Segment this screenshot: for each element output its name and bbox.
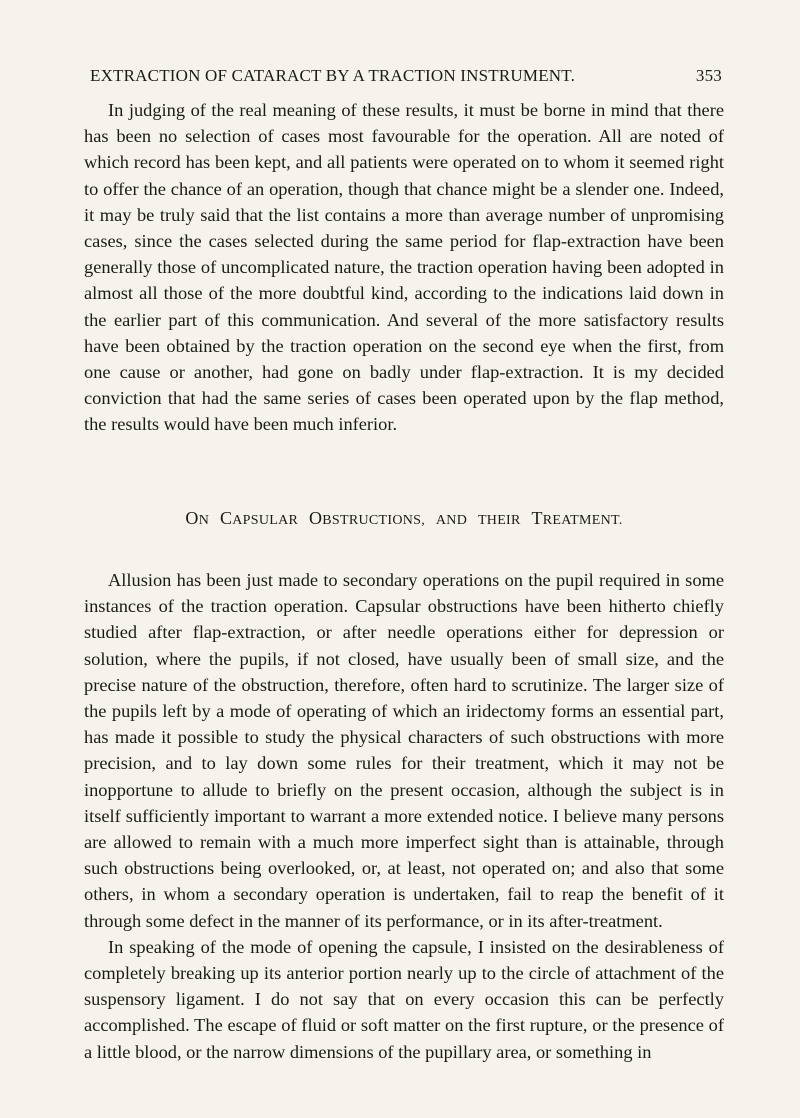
paragraph: In judging of the real meaning of these results, it must be borne in mind that there has been no selection of cases most favourable for the operation. All are noted of which record has been kept, and all patients were operated on to whom it seemed right to offer the chance of an operation, though that chance might be a slender one. Indeed, it may be truly said that the list contains a more than average number of unpromising cases, since the cases selected during the same period for flap-extraction have been generally those of uncomplicated nature, the traction operation having been adopted in almost all those of the more doubtful kind, according to the indications laid down in the earlier part of this communication. And several of the more satisfactory results have been obtained by the traction operation on the second eye when the first, from one cause or another, had gone on badly under flap-extraction. It is my decided conviction that had the same series of cases been operated upon by the flap method, the results would have been much inferior.	[84, 100, 724, 435]
page-number: 353	[695, 66, 722, 85]
heading-word: TREATMENT.	[531, 508, 623, 528]
heading-word: THEIR	[477, 513, 521, 528]
body-text-upper	[84, 97, 724, 438]
heading-word: AND	[435, 513, 468, 528]
body-text-lower	[84, 567, 724, 1065]
paragraph: Allusion has been just made to secondary operations on the pupil required in some instances of the traction operation. Capsular obstructions have been hitherto chiefly studied after flap-extraction, or after needle operations either for depression or solution, where the pupils, if not closed, have usually been of small size, and the precise nature of the obstruction, therefore, often hard to scrutinize. The larger size of the pupils left by a mode of operating of which an iridectomy forms an essential part, has made it possible to study the physical characters of such obstructions with more precision, and to lay down some rules for their treatment, which it may not be inopportune to allude to briefly on the present occasion, although the subject is in itself sufficiently important to warrant a more extended notice. I believe many persons are allowed to remain with a much more imperfect sight than is attainable, through such obstructions being overlooked, or, at least, not operated on; and also that some others, in whom a secondary operation is undertaken, fail to reap the benefit of it through some defect in the manner of its performance, or in its after-treatment.	[84, 570, 724, 931]
paragraph: In speaking of the mode of opening the capsule, I insisted on the desirableness of completely breaking up its anterior portion nearly up to the circle of attachment of the suspensory ligament. I do not say that on every occasion this can be perfectly accomplished. The escape of fluid or soft matter on the first rupture, or the presence of a little blood, or the narrow dimensions of the pupillary area, or something in	[84, 936, 724, 1062]
running-title: EXTRACTION OF CATARACT BY A TRACTION INSTRUMENT.	[90, 66, 576, 85]
section-heading	[84, 508, 724, 529]
heading-word: CAPSULAR	[219, 508, 299, 528]
heading-word: OBSTRUCTIONS,	[308, 508, 426, 528]
heading-word: ON	[185, 508, 210, 528]
running-head	[86, 66, 722, 90]
